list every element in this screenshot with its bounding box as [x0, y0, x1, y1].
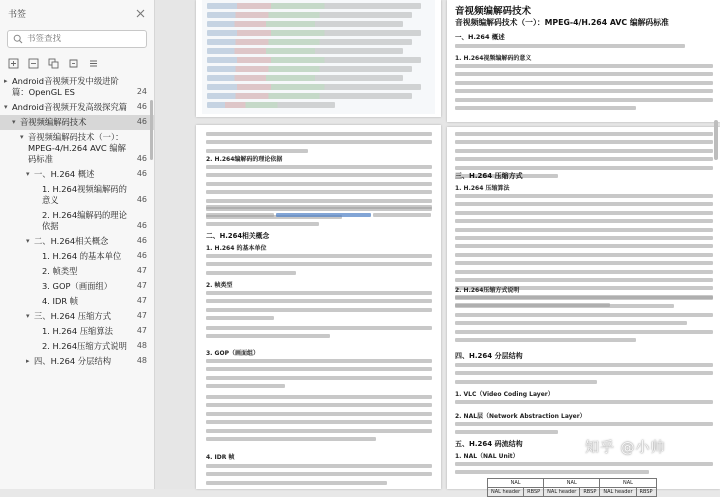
watermark — [585, 437, 665, 457]
nal-cell: NAL — [600, 479, 656, 488]
sidebar-scrollbar[interactable] — [150, 100, 153, 160]
bookmark-search-input[interactable] — [27, 34, 141, 44]
nal-unit-table — [487, 478, 657, 497]
subsection-heading: 4. IDR 帧 — [206, 454, 235, 461]
code-line — [207, 75, 403, 82]
bookmark-page-number: 46 — [136, 102, 147, 111]
bookmark-sidebar — [0, 0, 155, 489]
pdf-page-code — [196, 0, 441, 117]
paragraph — [455, 64, 713, 114]
bookmark-item[interactable] — [0, 74, 154, 100]
section-heading: 四、H.264 分层结构 — [455, 352, 523, 360]
bookmark-search-box[interactable] — [7, 30, 147, 48]
paragraph — [455, 44, 705, 52]
sidebar-title: 书签 — [8, 9, 27, 20]
bookmark-tree — [0, 74, 154, 489]
subsection-heading: 1. H.264视频编解码的意义 — [455, 55, 532, 62]
bookmark-item[interactable] — [0, 309, 154, 324]
search-icon — [13, 34, 23, 44]
bookmark-label: 1. H.264 压缩算法 — [42, 326, 113, 336]
subsection-heading: 1. H.264 压缩算法 — [455, 185, 510, 192]
pdf-page-title — [447, 0, 720, 122]
nal-subcell: RBSP — [636, 488, 656, 497]
paragraph — [455, 422, 713, 439]
code-line — [207, 30, 421, 37]
bookmark-toolbar — [0, 52, 154, 74]
bookmark-label: 音视频编解码技术 — [20, 117, 87, 127]
bookmark-page-number: 48 — [136, 341, 147, 350]
code-block — [202, 0, 435, 114]
code-line — [207, 93, 412, 100]
bookmark-item[interactable] — [0, 115, 154, 130]
bookmark-settings-icon[interactable] — [88, 58, 99, 69]
bookmark-item[interactable] — [0, 130, 154, 167]
paragraph — [206, 395, 432, 445]
bookmark-item[interactable] — [0, 182, 154, 208]
subsection-heading: 2. NAL层（Network Abstraction Layer） — [455, 413, 586, 420]
paragraph — [206, 464, 432, 489]
chevron-down-icon[interactable]: ▾ — [26, 312, 30, 320]
pdf-page-right — [447, 127, 720, 495]
code-line — [207, 12, 412, 19]
bookmark-label: 4. IDR 帧 — [42, 296, 79, 306]
subsection-heading: 2. 帧类型 — [206, 282, 233, 289]
bookmark-item[interactable] — [0, 339, 154, 354]
bookmark-label: 1. H.264视频编解码的意义 — [42, 184, 127, 205]
bookmark-item[interactable] — [0, 354, 154, 369]
chevron-down-icon[interactable]: ▾ — [12, 118, 16, 126]
bookmark-item[interactable] — [0, 279, 154, 294]
nal-subcell: RBSP — [524, 488, 544, 497]
section-heading: 一、H.264 概述 — [455, 33, 505, 41]
code-line — [207, 21, 403, 28]
bookmark-page-number: 46 — [136, 169, 147, 178]
paragraph — [455, 363, 713, 388]
sidebar-header — [0, 0, 154, 26]
bookmark-page-number: 46 — [136, 221, 147, 230]
code-line — [207, 39, 412, 46]
expand-all-icon[interactable] — [48, 58, 59, 69]
bookmark-item[interactable] — [0, 234, 154, 249]
nal-subcell: NAL header — [600, 488, 636, 497]
code-line — [207, 84, 421, 91]
code-line — [207, 3, 421, 10]
nal-subcell: NAL header — [544, 488, 580, 497]
subsection-heading: 1. H.264 的基本单位 — [206, 245, 267, 252]
bookmark-label: 一、H.264 概述 — [34, 169, 95, 179]
document-title: 音视频编解码技术 — [455, 6, 532, 17]
nal-subcell: RBSP — [580, 488, 600, 497]
bookmark-page-number: 46 — [136, 251, 147, 260]
section-heading: 三、H.264 压缩方式 — [455, 172, 523, 180]
subsection-heading: 1. VLC（Video Coding Layer） — [455, 391, 554, 398]
nal-cell: NAL — [488, 479, 544, 488]
bookmark-label: 四、H.264 分层结构 — [34, 356, 111, 366]
close-sidebar-icon[interactable] — [134, 7, 146, 19]
chevron-down-icon[interactable]: ▾ — [4, 103, 8, 111]
pdf-page-left — [196, 125, 441, 489]
chevron-down-icon[interactable]: ▾ — [26, 170, 30, 178]
bookmark-label: 2. 帧类型 — [42, 266, 78, 276]
bookmark-page-number: 46 — [136, 236, 147, 245]
bookmark-page-number: 48 — [136, 356, 147, 365]
add-bookmark-icon[interactable] — [8, 58, 19, 69]
paragraph — [206, 359, 432, 393]
paragraph — [455, 296, 713, 346]
paragraph — [206, 326, 432, 343]
chevron-down-icon[interactable]: ▾ — [20, 133, 24, 141]
subsection-heading: 2. H.264压缩方式说明 — [455, 287, 520, 294]
bookmark-page-number: 24 — [136, 87, 147, 96]
chevron-down-icon[interactable]: ▾ — [26, 237, 30, 245]
bookmark-item[interactable] — [0, 167, 154, 182]
section-heading: 二、H.264相关概念 — [206, 232, 270, 240]
subsection-heading: 2. H.264编解码的理论依据 — [206, 156, 283, 163]
nal-subcell: NAL header — [488, 488, 524, 497]
bookmark-page-number: 47 — [136, 281, 147, 290]
document-view[interactable] — [155, 0, 720, 495]
code-line — [207, 102, 335, 109]
bookmark-label: 2. H.264编解码的理论依据 — [42, 210, 127, 231]
watermark-text: 知乎 @小帅 — [585, 440, 666, 456]
section-heading: 五、H.264 码流结构 — [455, 440, 523, 448]
code-line — [207, 57, 421, 64]
bookmark-item[interactable] — [0, 100, 154, 115]
bookmark-page-number: 46 — [136, 154, 147, 163]
collapse-all-icon[interactable] — [68, 58, 79, 69]
bookmark-page-number: 47 — [136, 266, 147, 275]
bookmark-page-number: 46 — [136, 195, 147, 204]
document-scrollbar[interactable] — [714, 120, 718, 160]
bookmark-item[interactable] — [0, 294, 154, 309]
paragraph — [206, 254, 432, 279]
bookmark-label: 二、H.264相关概念 — [34, 236, 109, 246]
bookmark-label: 三、H.264 压缩方式 — [34, 311, 111, 321]
chevron-right-icon[interactable]: ▸ — [4, 77, 8, 85]
document-subtitle: 音视频编解码技术（一）：MPEG-4/H.264 AVC 编解码标准 — [455, 18, 669, 27]
bookmark-item[interactable] — [0, 324, 154, 339]
subsection-heading: 3. GOP（画面组） — [206, 350, 259, 357]
paragraph — [455, 400, 713, 408]
bookmark-item[interactable] — [0, 208, 154, 234]
code-line — [207, 48, 403, 55]
bookmark-page-number: 47 — [136, 326, 147, 335]
paragraph — [455, 462, 713, 479]
bookmark-page-number: 47 — [136, 311, 147, 320]
code-line — [207, 66, 412, 73]
bookmark-label: 3. GOP（画面组） — [42, 281, 113, 291]
bookmark-label: 音视频编解码技术（一）：MPEG-4/H.264 AVC 编解码标准 — [28, 132, 126, 164]
bookmark-item[interactable] — [0, 249, 154, 264]
bookmark-label: Android音视频开发中级进阶篇：OpenGL ES — [12, 76, 119, 97]
bookmark-label: Android音视频开发高级探究篇 — [12, 102, 128, 112]
paragraph — [206, 291, 432, 325]
subsection-heading: 1. NAL（NAL Unit） — [455, 453, 519, 460]
bookmark-page-number: 47 — [136, 296, 147, 305]
nal-cell: NAL — [544, 479, 600, 488]
bookmark-item[interactable] — [0, 264, 154, 279]
bookmark-page-number: 46 — [136, 117, 147, 126]
remove-bookmark-icon[interactable] — [28, 58, 39, 69]
bookmark-label: 2. H.264压缩方式说明 — [42, 341, 127, 351]
chevron-right-icon[interactable]: ▸ — [26, 357, 30, 365]
paragraph — [206, 205, 432, 230]
bookmark-label: 1. H.264 的基本单位 — [42, 251, 122, 261]
